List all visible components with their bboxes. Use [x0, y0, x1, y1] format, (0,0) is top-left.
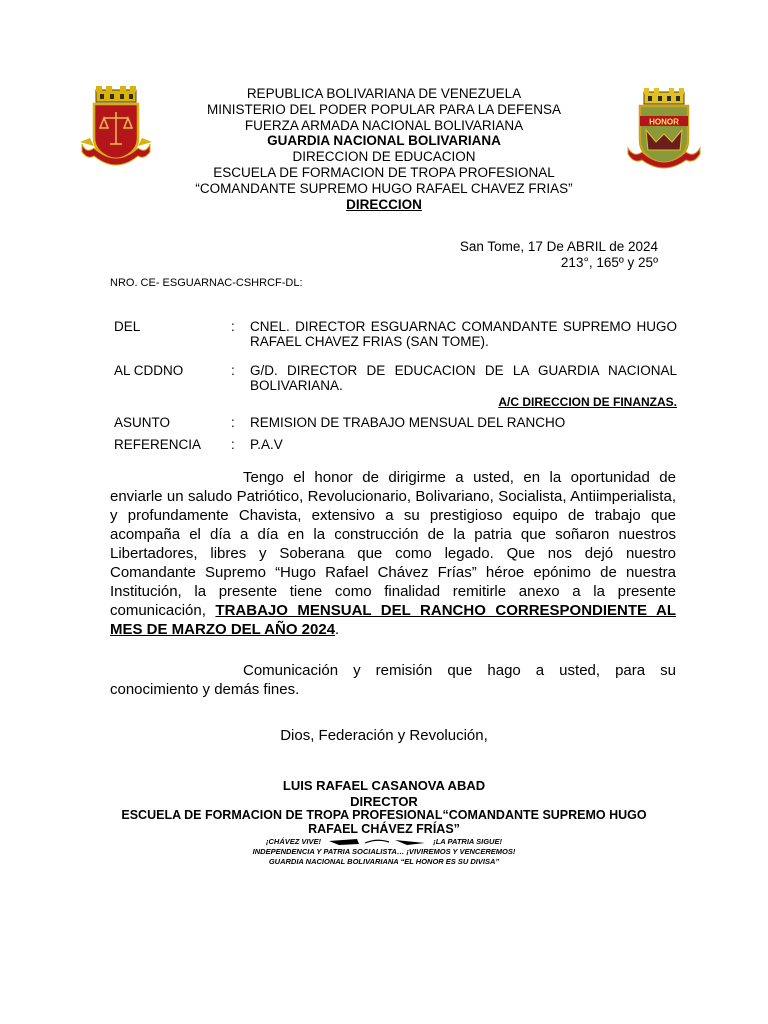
date-line: San Tome, 17 De ABRIL de 2024: [459, 239, 658, 254]
paragraph-text: Tengo el honor de dirigirme a usted, en la oportunidad de enviarle un saludo Patriótico, Revolucionario, Bolivariano, Socialista, Antiimperialista, y profundamente Chavista, extensivo a su prestigioso equipo de trabajo que acompaña el día a día en la construcción de la patria que soñaron nuestros Libertadores, libres y Soberana que como legado. Que nos dejó nuestro Comandante Supremo “Hugo Rafael Chávez Frías” héroe epónimo de nuestra Institución, la presente tiene como finalidad remitirle anexo a la presente comunicación,: [110, 469, 676, 619]
header-line-direccion: DIRECCION: [346, 196, 422, 212]
field-label: ASUNTO: [114, 415, 171, 430]
honor-coat-of-arms-right: [626, 86, 702, 172]
field-row-asunto: [114, 415, 677, 437]
field-row-referencia: [114, 437, 677, 459]
signatory-name: LUIS RAFAEL CASANOVA ABAD: [282, 778, 486, 793]
motto-line-3: GUARDIA NACIONAL BOLIVARIANA “EL HONOR ES SU DIVISA”: [268, 856, 500, 866]
seal-honor-text: HONOR: [649, 117, 679, 127]
motto-block: [110, 837, 658, 866]
paragraph-end: .: [335, 621, 340, 638]
body-paragraph-1: [110, 468, 676, 639]
header-line-school-name: “COMANDANTE SUPREMO HUGO RAFAEL CHAVEZ FRIAS”: [195, 180, 573, 196]
reference-number: NRO. CE- ESGUARNAC-CSHRCF-DL:: [110, 277, 303, 289]
crown-icon: [96, 86, 136, 102]
body-paragraph-2: [110, 661, 676, 699]
field-value: P.A.V: [250, 437, 283, 452]
field-label: AL CDDNO: [114, 363, 184, 378]
field-value: REMISION DE TRABAJO MENSUAL DEL RANCHO: [250, 415, 566, 430]
header-line-gnb: GUARDIA NACIONAL BOLIVARIANA: [267, 133, 501, 149]
motto-right: ¡LA PATRIA SIGUE!: [433, 837, 502, 846]
field-colon: :: [231, 319, 235, 334]
gnb-coat-of-arms-left: [80, 86, 152, 172]
field-label: DEL: [114, 319, 141, 334]
signature-block: [110, 778, 658, 809]
year-counts-line: 213°, 165º y 25º: [560, 255, 658, 270]
field-value: G/D. DIRECTOR DE EDUCACION DE LA GUARDIA NACIONAL BOLIVARIANA.: [250, 363, 677, 393]
field-colon: :: [231, 363, 235, 378]
paragraph-emphasis: TRABAJO MENSUAL DEL RANCHO CORRESPONDIENTE AL MES DE MARZO DEL AÑO 2024: [110, 602, 677, 638]
header-line-ministry: MINISTERIO DEL PODER POPULAR PARA LA DEFENSA: [206, 101, 562, 117]
field-label: REFERENCIA: [114, 437, 202, 452]
motto-left: ¡CHÁVEZ VIVE!: [266, 837, 322, 846]
header-line-school: ESCUELA DE FORMACION DE TROPA PROFESIONAL: [213, 164, 555, 180]
letterhead: [160, 86, 608, 212]
header-line-fanb: FUERZA ARMADA NACIONAL BOLIVARIANA: [244, 117, 524, 133]
motto-line-2: INDEPENDENCIA Y PATRIA SOCIALISTA… ¡VIVIREMOS Y VENCEREMOS!: [252, 847, 516, 857]
signatory-unit: ESCUELA DE FORMACION DE TROPA PROFESIONAL“COMANDANTE SUPREMO HUGO RAFAEL CHÁVEZ FRÍAS”: [121, 808, 647, 836]
header-line-education: DIRECCION DE EDUCACION: [292, 149, 476, 165]
crown-icon: [644, 88, 684, 104]
field-colon: :: [231, 415, 235, 430]
memo-fields: [114, 319, 677, 459]
field-row-del: [114, 319, 677, 363]
signatory-title: DIRECTOR: [350, 793, 418, 809]
closing-salutation: Dios, Federación y Revolución,: [280, 727, 488, 744]
field-colon: :: [231, 437, 235, 452]
field-row-al-cddno: [114, 363, 677, 415]
header-line-republic: REPUBLICA BOLIVARIANA DE VENEZUELA: [246, 86, 522, 101]
signature-stroke-icon: [327, 837, 427, 847]
field-value: CNEL. DIRECTOR ESGUARNAC COMANDANTE SUPREMO HUGO RAFAEL CHAVEZ FRIAS (SAN TOME).: [250, 319, 677, 349]
field-note-finanzas: A/C DIRECCION DE FINANZAS.: [498, 395, 677, 409]
date-block: [400, 239, 658, 271]
paragraph-text: Comunicación y remisión que hago a usted, para su conocimiento y demás fines.: [110, 662, 676, 698]
